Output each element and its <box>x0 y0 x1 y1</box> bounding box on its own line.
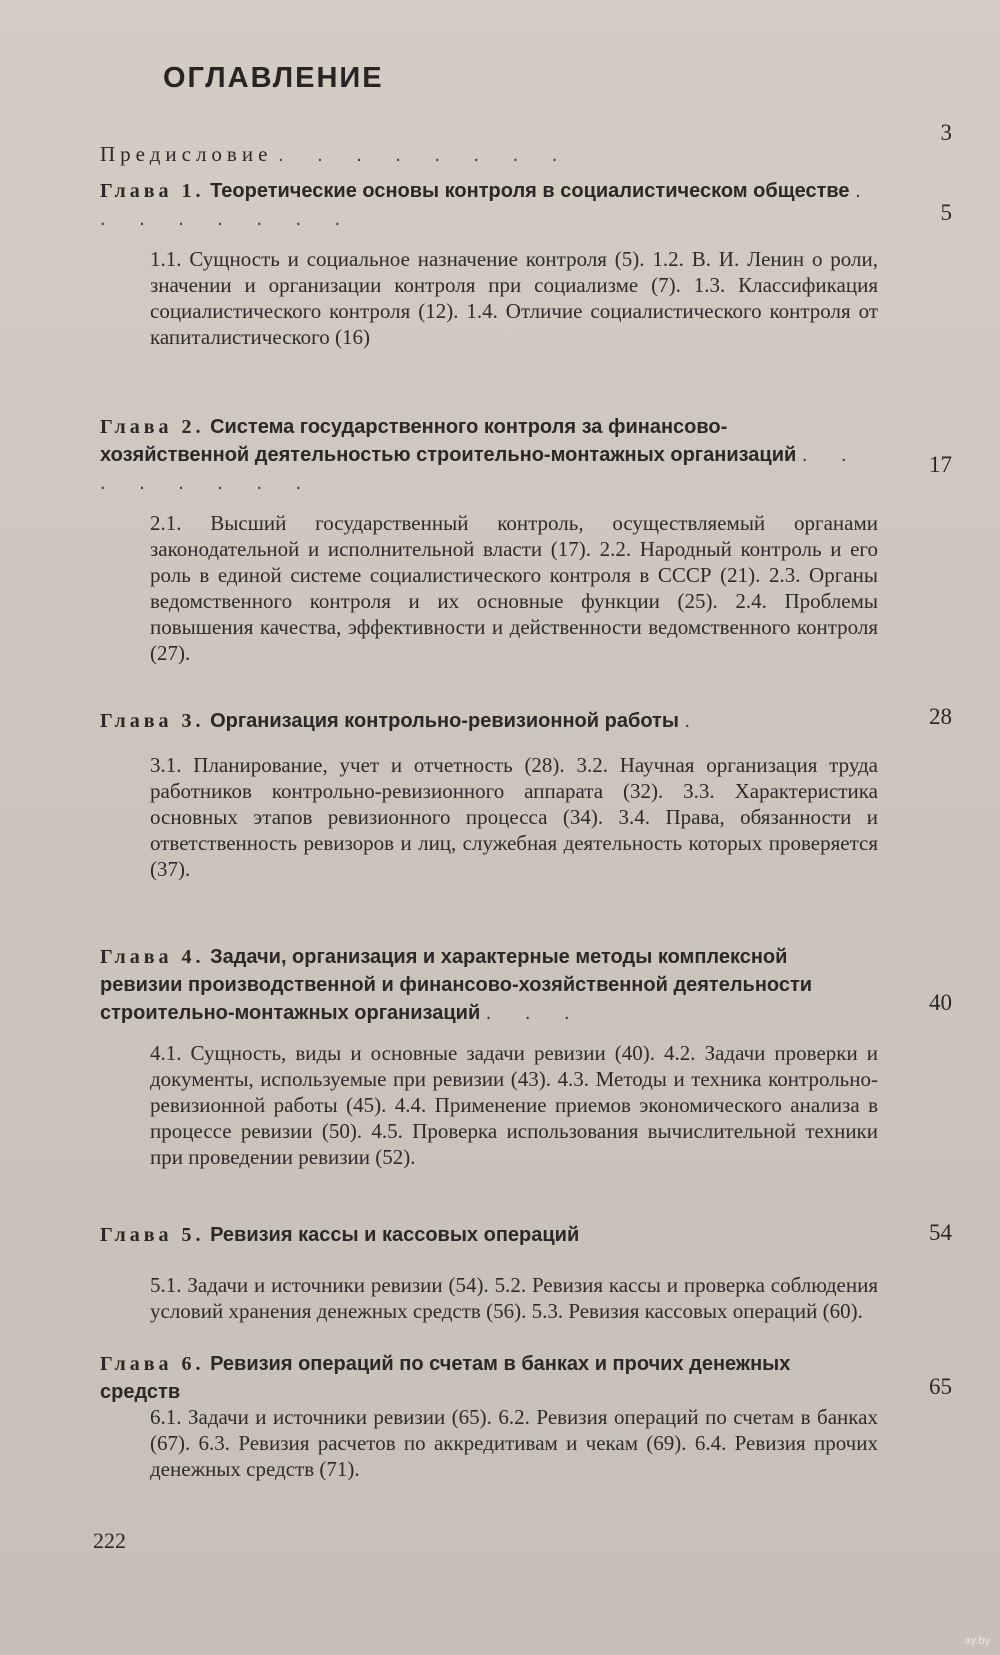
chapter-1-title: Теоретические основы контроля в социалистическом обществе <box>210 180 850 202</box>
page-title: ОГЛАВЛЕНИЕ <box>163 62 384 94</box>
page-number: 222 <box>93 1528 126 1553</box>
chapter-2-title: Система государственного контроля за финансово-хозяйственной деятельностью строительно-монтажных организаций <box>100 416 797 466</box>
chapter-3-dots: . <box>684 710 705 732</box>
chapter-1-sections: 1.1. Сущность и социальное назначение контроля (5). 1.2. В. И. Ленин о роли, значении и организации контроля при социализме (7). 1.3. Классификация социалистического контроля (12). 1.4. Отличие социалистического контроля от капиталистического (16) <box>150 247 878 349</box>
chapter-1-dots: . . . . . . . . <box>100 180 875 230</box>
chapter-2-sections: 2.1. Высший государственный контроль, осуществляемый органами законодательной и исполнительной власти (17). 2.2. Народный контроль и его роль в единой системе социалистического контроля в СССР (21). 2.3. Органы ведомственного контроля и их основные функции (25). 2.4. Проблемы повышения качества, эффективности и действенности ведомственного контроля (27). <box>150 511 878 665</box>
chapter-1-heading <box>100 177 875 233</box>
chapter-6-title: Ревизия операций по счетам в банках и прочих денежных средств <box>100 1353 791 1403</box>
chapter-5-label: Глава 5. <box>100 1224 205 1246</box>
preface-dots: . . . . . . . . <box>277 144 572 166</box>
chapter-1-page: 5 <box>940 200 952 225</box>
chapter-3-page: 28 <box>929 704 952 729</box>
chapter-6-sections: 6.1. Задачи и источники ревизии (65). 6.2. Ревизия операций по счетам в банках (67). 6.3. Ревизия расчетов по аккредитивам и чекам (69). 6.4. Ревизия прочих денежных средств (71). <box>150 1405 878 1481</box>
chapter-1-label: Глава 1. <box>100 180 205 202</box>
preface-label: Предисловие <box>100 142 273 166</box>
preface-entry <box>100 140 875 169</box>
chapter-6-page: 65 <box>929 1374 952 1399</box>
chapter-4-page: 40 <box>929 990 952 1015</box>
chapter-2-heading <box>100 413 875 497</box>
chapter-6-label: Глава 6. <box>100 1353 205 1375</box>
chapter-4-label: Глава 4. <box>100 946 205 968</box>
chapter-2-page: 17 <box>929 452 952 477</box>
chapter-5-sections: 5.1. Задачи и источники ревизии (54). 5.2. Ревизия кассы и проверка соблюдения условий хранения денежных средств (56). 5.3. Ревизия кассовых операций (60). <box>150 1273 878 1323</box>
chapter-4-sections: 4.1. Сущность, виды и основные задачи ревизии (40). 4.2. Задачи проверки и документы, используемые при ревизии (43). 4.3. Методы и техника контрольно-ревизионной работы (45). 4.4. Применение приемов экономического анализа в процессе ревизии (50). 4.5. Проверка использования вычислительной техники при проведении ревизии (52). <box>150 1041 878 1169</box>
chapter-3-title: Организация контрольно-ревизионной работы <box>210 710 679 732</box>
chapter-4-dots: . . . <box>485 1002 584 1024</box>
chapter-2-label: Глава 2. <box>100 416 205 438</box>
chapter-4-heading <box>100 943 875 1027</box>
chapter-4-title: Задачи, организация и характерные методы комплексной ревизии производственной и финансово-хозяйственной деятельности строительно-монтажных организаций <box>100 946 813 1024</box>
chapter-5-page: 54 <box>929 1220 952 1245</box>
chapter-6-heading <box>100 1350 875 1406</box>
preface-page: 3 <box>940 120 952 145</box>
chapter-3-heading <box>100 707 875 735</box>
chapter-5-title: Ревизия кассы и кассовых операций <box>210 1224 580 1246</box>
watermark: ay.by <box>964 1635 990 1647</box>
chapter-3-sections: 3.1. Планирование, учет и отчетность (28). 3.2. Научная организация труда работников контрольно-ревизионного аппарата (32). 3.3. Характеристика основных этапов ревизионного процесса (34). 3.4. Права, обязанности и ответственность ревизоров и лиц, служебная деятельность которых проверяется (37). <box>150 753 878 881</box>
chapter-3-label: Глава 3. <box>100 710 205 732</box>
chapter-5-heading <box>100 1221 875 1249</box>
chapter-2-dots: . . . . . . . . <box>100 444 861 494</box>
